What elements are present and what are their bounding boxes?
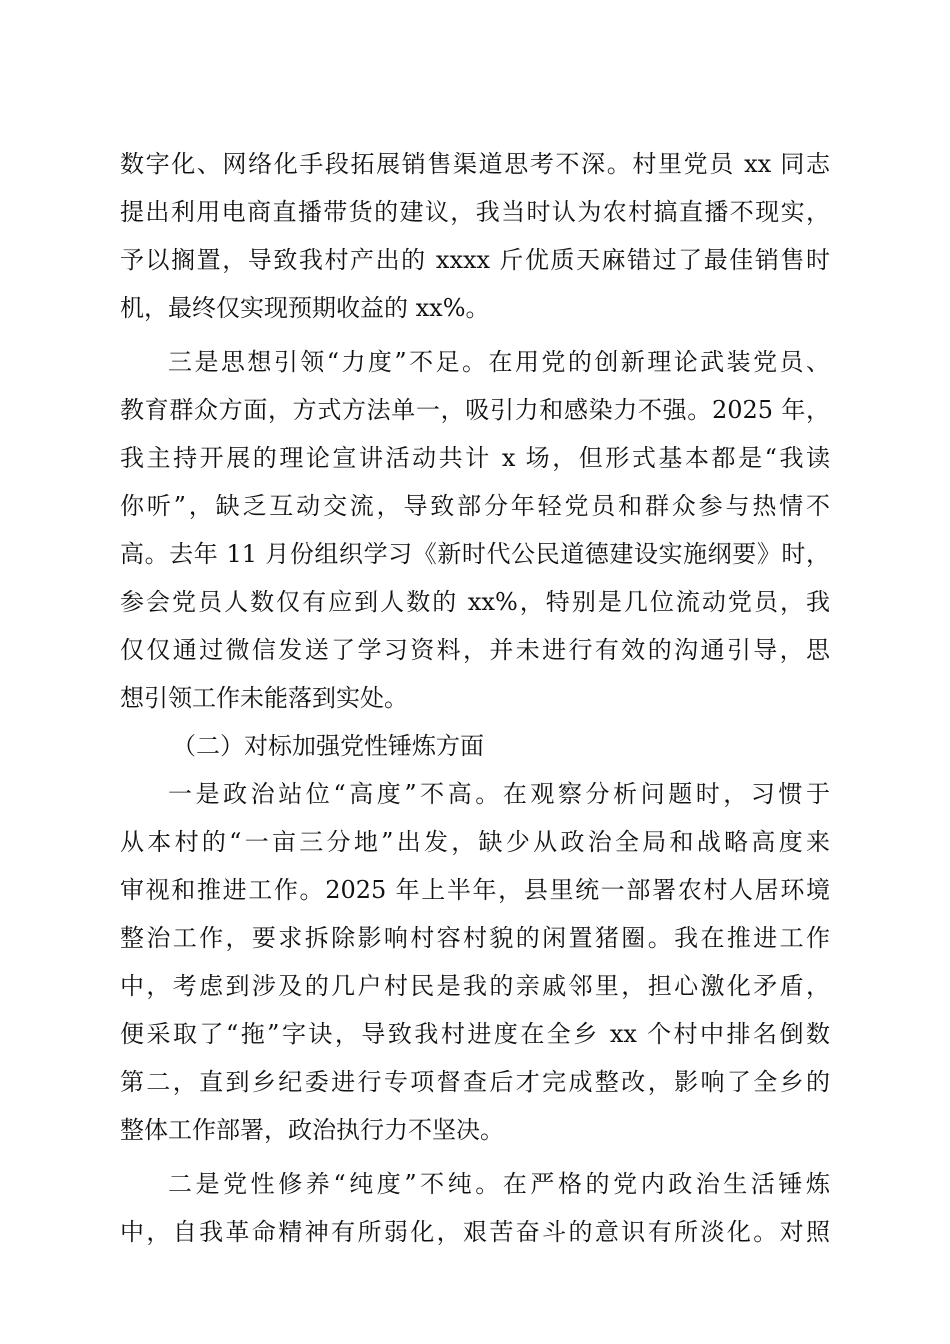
paragraph-continuation bbox=[120, 140, 830, 332]
section-heading: （二）对标加强党性锤炼方面 bbox=[172, 732, 484, 760]
text-line: 想引领工作未能落到实处。 bbox=[120, 684, 408, 712]
text-line: 从本村的“一亩三分地”出发，缺少从政治全局和战略高度来 bbox=[120, 828, 830, 856]
text-line: 第二，直到乡纪委进行专项督查后才完成整改，影响了全乡的 bbox=[120, 1068, 830, 1096]
text-line: 便采取了“拖”字诀，导致我村进度在全乡 xx 个村中排名倒数 bbox=[120, 1020, 830, 1048]
text-line: 教育群众方面，方式方法单一，吸引力和感染力不强。2025 年， bbox=[120, 396, 830, 424]
text-line: 予以搁置，导致我村产出的 xxxx 斤优质天麻错过了最佳销售时 bbox=[120, 246, 830, 274]
text-line: 二是党性修养“纯度”不纯。在严格的党内政治生活锤炼 bbox=[168, 1170, 830, 1198]
text-line: 参会党员人数仅有应到人数的 xx%，特别是几位流动党员，我 bbox=[120, 588, 830, 616]
paragraph-thought-guidance bbox=[120, 338, 830, 722]
text-line: 整体工作部署，政治执行力不坚决。 bbox=[120, 1116, 504, 1144]
text-line: 中，自我革命精神有所弱化，艰苦奋斗的意识有所淡化。对照 bbox=[120, 1218, 830, 1246]
text-line: 审视和推进工作。2025 年上半年，县里统一部署农村人居环境 bbox=[120, 876, 830, 904]
text-line: 机，最终仅实现预期收益的 xx%。 bbox=[120, 294, 490, 322]
text-line: 整治工作，要求拆除影响村容村貌的闲置猪圈。我在推进工作 bbox=[120, 924, 830, 952]
paragraph-political-stance bbox=[120, 770, 830, 1154]
text-line: 我主持开展的理论宣讲活动共计 x 场，但形式基本都是“我读 bbox=[120, 444, 830, 472]
text-line: 数字化、网络化手段拓展销售渠道思考不深。村里党员 xx 同志 bbox=[120, 150, 830, 178]
text-line: 你听”，缺乏互动交流，导致部分年轻党员和群众参与热情不 bbox=[120, 492, 830, 520]
text-line: 一是政治站位“高度”不高。在观察分析问题时，习惯于 bbox=[168, 780, 830, 808]
document-body bbox=[120, 140, 830, 1256]
text-line: 高。去年 11 月份组织学习《新时代公民道德建设实施纲要》时， bbox=[120, 540, 830, 568]
text-line: 中，考虑到涉及的几户村民是我的亲戚邻里，担心激化矛盾， bbox=[120, 972, 830, 1000]
text-line: 三是思想引领“力度”不足。在用党的创新理论武装党员、 bbox=[168, 348, 830, 376]
text-line: 提出利用电商直播带货的建议，我当时认为农村搞直播不现实， bbox=[120, 198, 830, 226]
paragraph-party-cultivation bbox=[120, 1160, 830, 1256]
text-line: 仅仅通过微信发送了学习资料，并未进行有效的沟通引导，思 bbox=[120, 636, 830, 664]
